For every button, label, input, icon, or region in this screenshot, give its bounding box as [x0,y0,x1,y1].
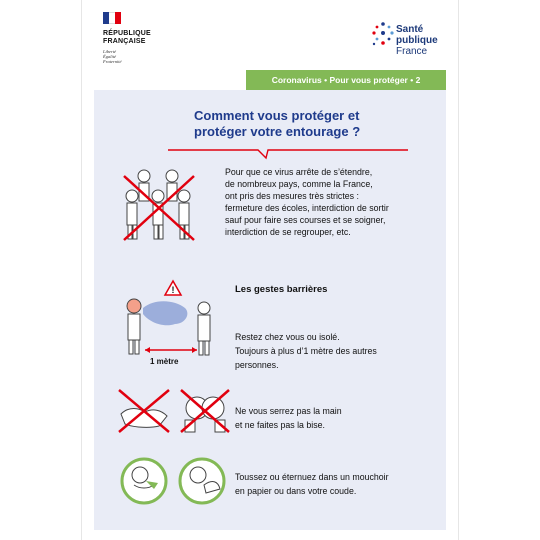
topic-banner: Coronavirus • Pour vous protéger • 2 [246,70,446,90]
title-line1: Comment vous protéger et [194,108,360,123]
agency-line1: Santé [396,24,424,35]
agency-line3: France [396,46,428,57]
republic-line1: RÉPUBLIQUE [103,30,151,37]
no-handshake-icon [115,386,233,436]
handshake-text: Ne vous serrez pas la main et ne faites pas la bise. [235,406,342,430]
crowd-crossed-icon [118,166,200,246]
intro-text: Pour que ce virus arrête de s’étendre, de nombreux pays, comme la France, ont pris des mesures très strictes : fermeture des écoles, interdiction de sortir sauf pour faire ses courses et se soigner, interdiction de se regrouper, etc. [225,167,389,237]
distance-label: 1 mètre [150,357,179,366]
page-title [194,108,424,140]
motto-egalite: Égalité [103,54,116,59]
title-line2: protéger votre entourage ? [194,124,361,139]
republic-line2: FRANÇAISE [103,38,146,45]
cough-text: Toussez ou éternuez dans un mouchoir en papier ou dans votre coude. [235,472,389,496]
distance-text: Restez chez vous ou isolé. Toujours à plus d’1 mètre des autres personnes. [235,332,377,370]
dots-icon [372,22,394,48]
svg-text:!: ! [171,285,175,295]
motto-fraternite: Fraternité [103,59,122,64]
motto-liberte: Liberté [103,49,116,54]
distance-icon [115,278,225,358]
sante-publique-france-logo [372,22,462,62]
tissue-cough-icon [118,455,230,507]
french-flag-icon [103,12,121,24]
republique-francaise-logo [103,12,163,64]
section-title: Les gestes barrières [235,284,328,295]
agency-line2: publique [396,35,438,46]
speech-bubble-line [168,142,408,162]
